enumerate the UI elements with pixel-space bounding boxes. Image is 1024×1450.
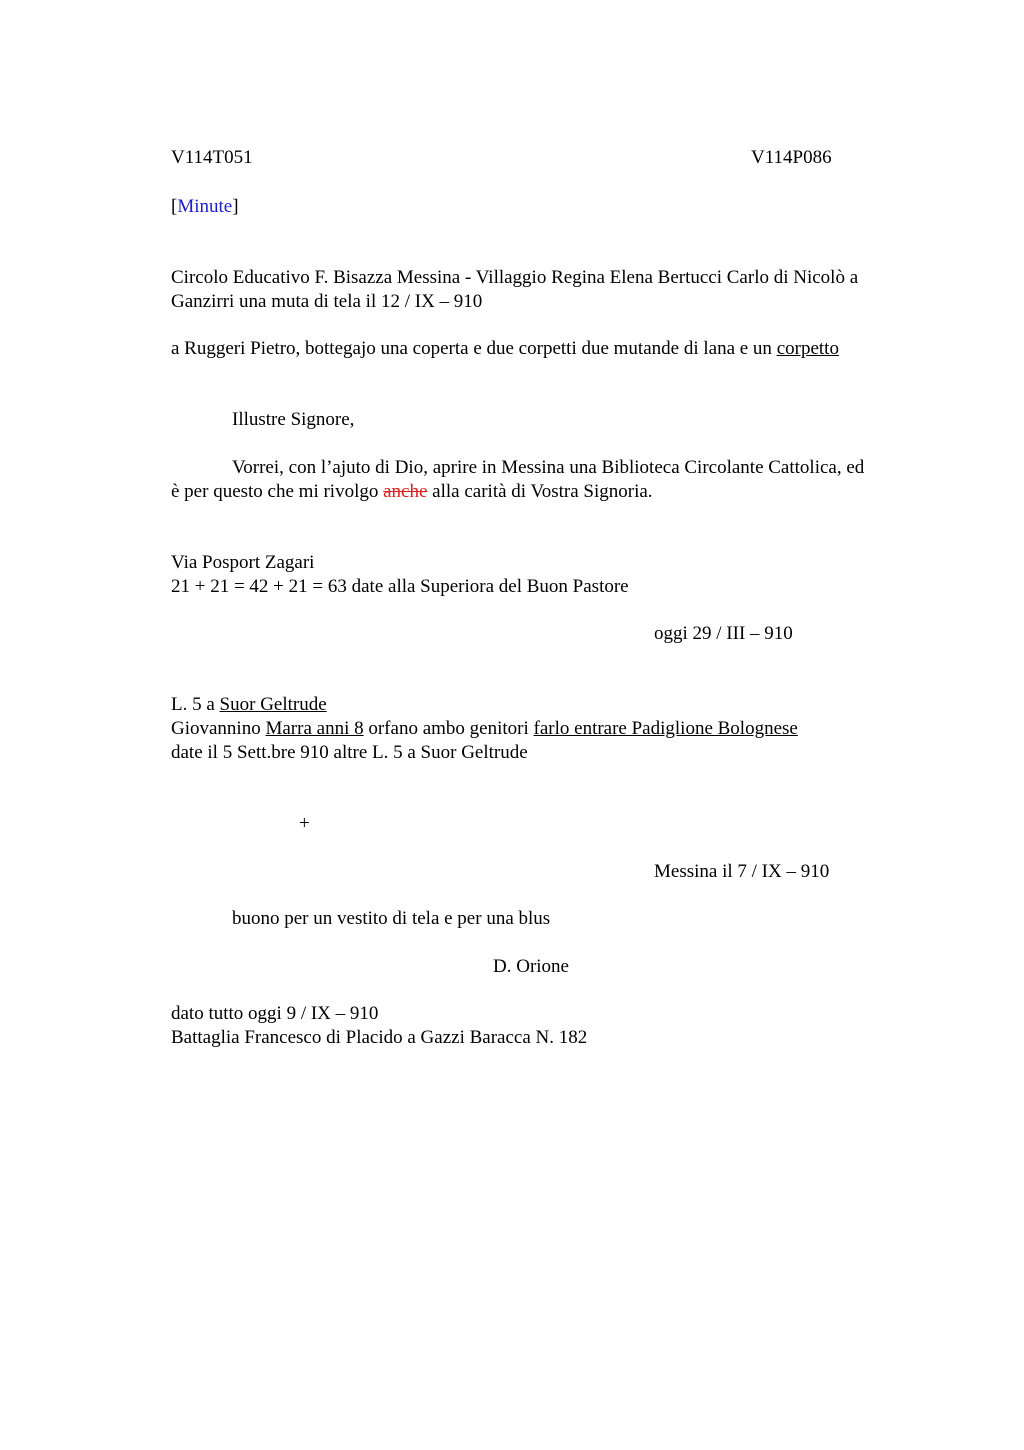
letter-body-line1: Vorrei, con l’ajuto di Dio, aprire in Messina una Biblioteca Circolante Cattolica, ed xyxy=(232,457,865,478)
note2-text: a Ruggeri Pietro, bottegajo una coperta e due corpetti due mutande di lana e un xyxy=(171,338,777,359)
note4-line2-c: orfano ambo genitori xyxy=(363,718,534,739)
note3-date: oggi 29 / III – 910 xyxy=(654,623,793,644)
minute-link[interactable]: Minute xyxy=(177,196,233,217)
note2-line xyxy=(171,337,839,361)
code-left: V114T051 xyxy=(171,147,253,168)
voucher-place-date: Messina il 7 / IX – 910 xyxy=(654,861,830,882)
note1-line2: Ganzirri una muta di tela il 12 / IX – 910 xyxy=(171,291,483,312)
note4-line1-prefix: L. 5 a xyxy=(171,694,220,715)
voucher-text: buono per un vestito di tela e per una blus xyxy=(232,908,551,929)
note3-line2: 21 + 21 = 42 + 21 = 63 date alla Superiora del Buon Pastore xyxy=(171,576,629,597)
note4-line3: date il 5 Sett.bre 910 altre L. 5 a Suor Geltrude xyxy=(171,742,528,763)
note4-line2-b: Marra anni 8 xyxy=(265,718,364,739)
note2-underlined: corpetto xyxy=(776,338,839,359)
note4-line2-d: farlo entrare Padiglione Bolognese xyxy=(533,718,798,739)
note5-line1: dato tutto oggi 9 / IX – 910 xyxy=(171,1003,379,1024)
letter-body-line2 xyxy=(171,480,653,504)
note4-suor-geltrude: Suor Geltrude xyxy=(219,694,327,715)
cross-mark: + xyxy=(299,813,310,834)
note1-line1: Circolo Educativo F. Bisazza Messina - Villaggio Regina Elena Bertucci Carlo di Nicolò a xyxy=(171,267,859,288)
open-bracket: [ xyxy=(171,196,178,217)
minute-tag xyxy=(171,195,239,219)
code-right: V114P086 xyxy=(751,147,832,168)
note4-line2-a: Giovannino xyxy=(171,718,266,739)
note3-line1: Via Posport Zagari xyxy=(171,552,315,573)
letter-body-line2-before: è per questo che mi rivolgo xyxy=(171,481,384,502)
letter-body-line2-after: alla carità di Vostra Signoria. xyxy=(427,481,653,502)
voucher-signature: D. Orione xyxy=(493,956,569,977)
note4-line1 xyxy=(171,693,327,717)
letter-salutation: Illustre Signore, xyxy=(232,409,355,430)
note4-line2 xyxy=(171,717,798,741)
close-bracket: ] xyxy=(232,196,239,217)
note5-line2: Battaglia Francesco di Placido a Gazzi Baracca N. 182 xyxy=(171,1027,588,1048)
struck-word: anche xyxy=(383,481,428,502)
